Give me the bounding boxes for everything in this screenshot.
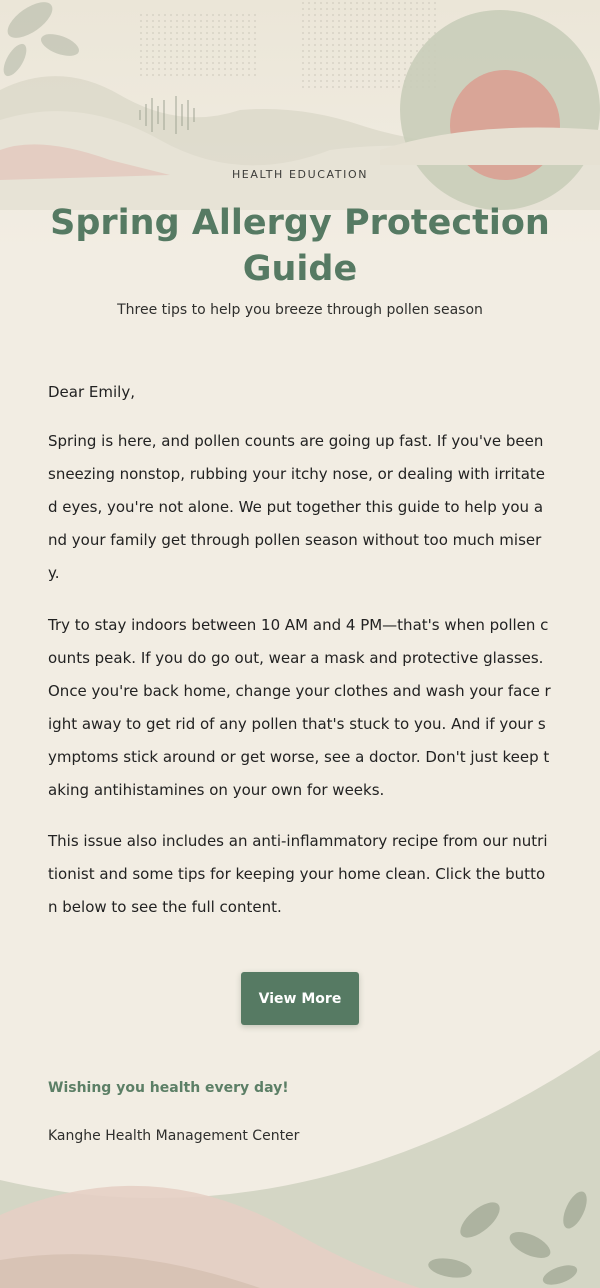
- sender-signature: Kanghe Health Management Center: [48, 1128, 300, 1144]
- tips-paragraph: Try to stay indoors between 10 AM and 4 PM—that's when pollen counts peak. If you do go out, wear a mask and protective glasses. Once you're back home, change your clothes and wash your face right away to get rid of any pollen that's stuck to you. And if your symptoms stick around or get worse, see a doctor. Don't just keep taking antihistamines on your own for weeks.: [48, 616, 551, 799]
- page-subtitle: Three tips to help you breeze through pollen season: [117, 302, 483, 318]
- greeting-text: Dear Emily,: [48, 383, 135, 401]
- intro-paragraph: Spring is here, and pollen counts are going up fast. If you've been sneezing nonstop, rubbing your itchy nose, or dealing with irritated eyes, you're not alone. We put together this guide to help you and your family get through pollen season without too much misery.: [48, 432, 545, 582]
- page-title: Spring Allergy Protection Guide: [50, 203, 550, 289]
- section-eyebrow: HEALTH EDUCATION: [231, 168, 369, 181]
- closing-wish: Wishing you health every day!: [48, 1080, 289, 1096]
- view-more-button[interactable]: View More: [241, 972, 359, 1025]
- closing-paragraph: This issue also includes an anti-inflammatory recipe from our nutritionist and some tips for keeping your home clean. Click the button below to see the full content.: [48, 832, 548, 916]
